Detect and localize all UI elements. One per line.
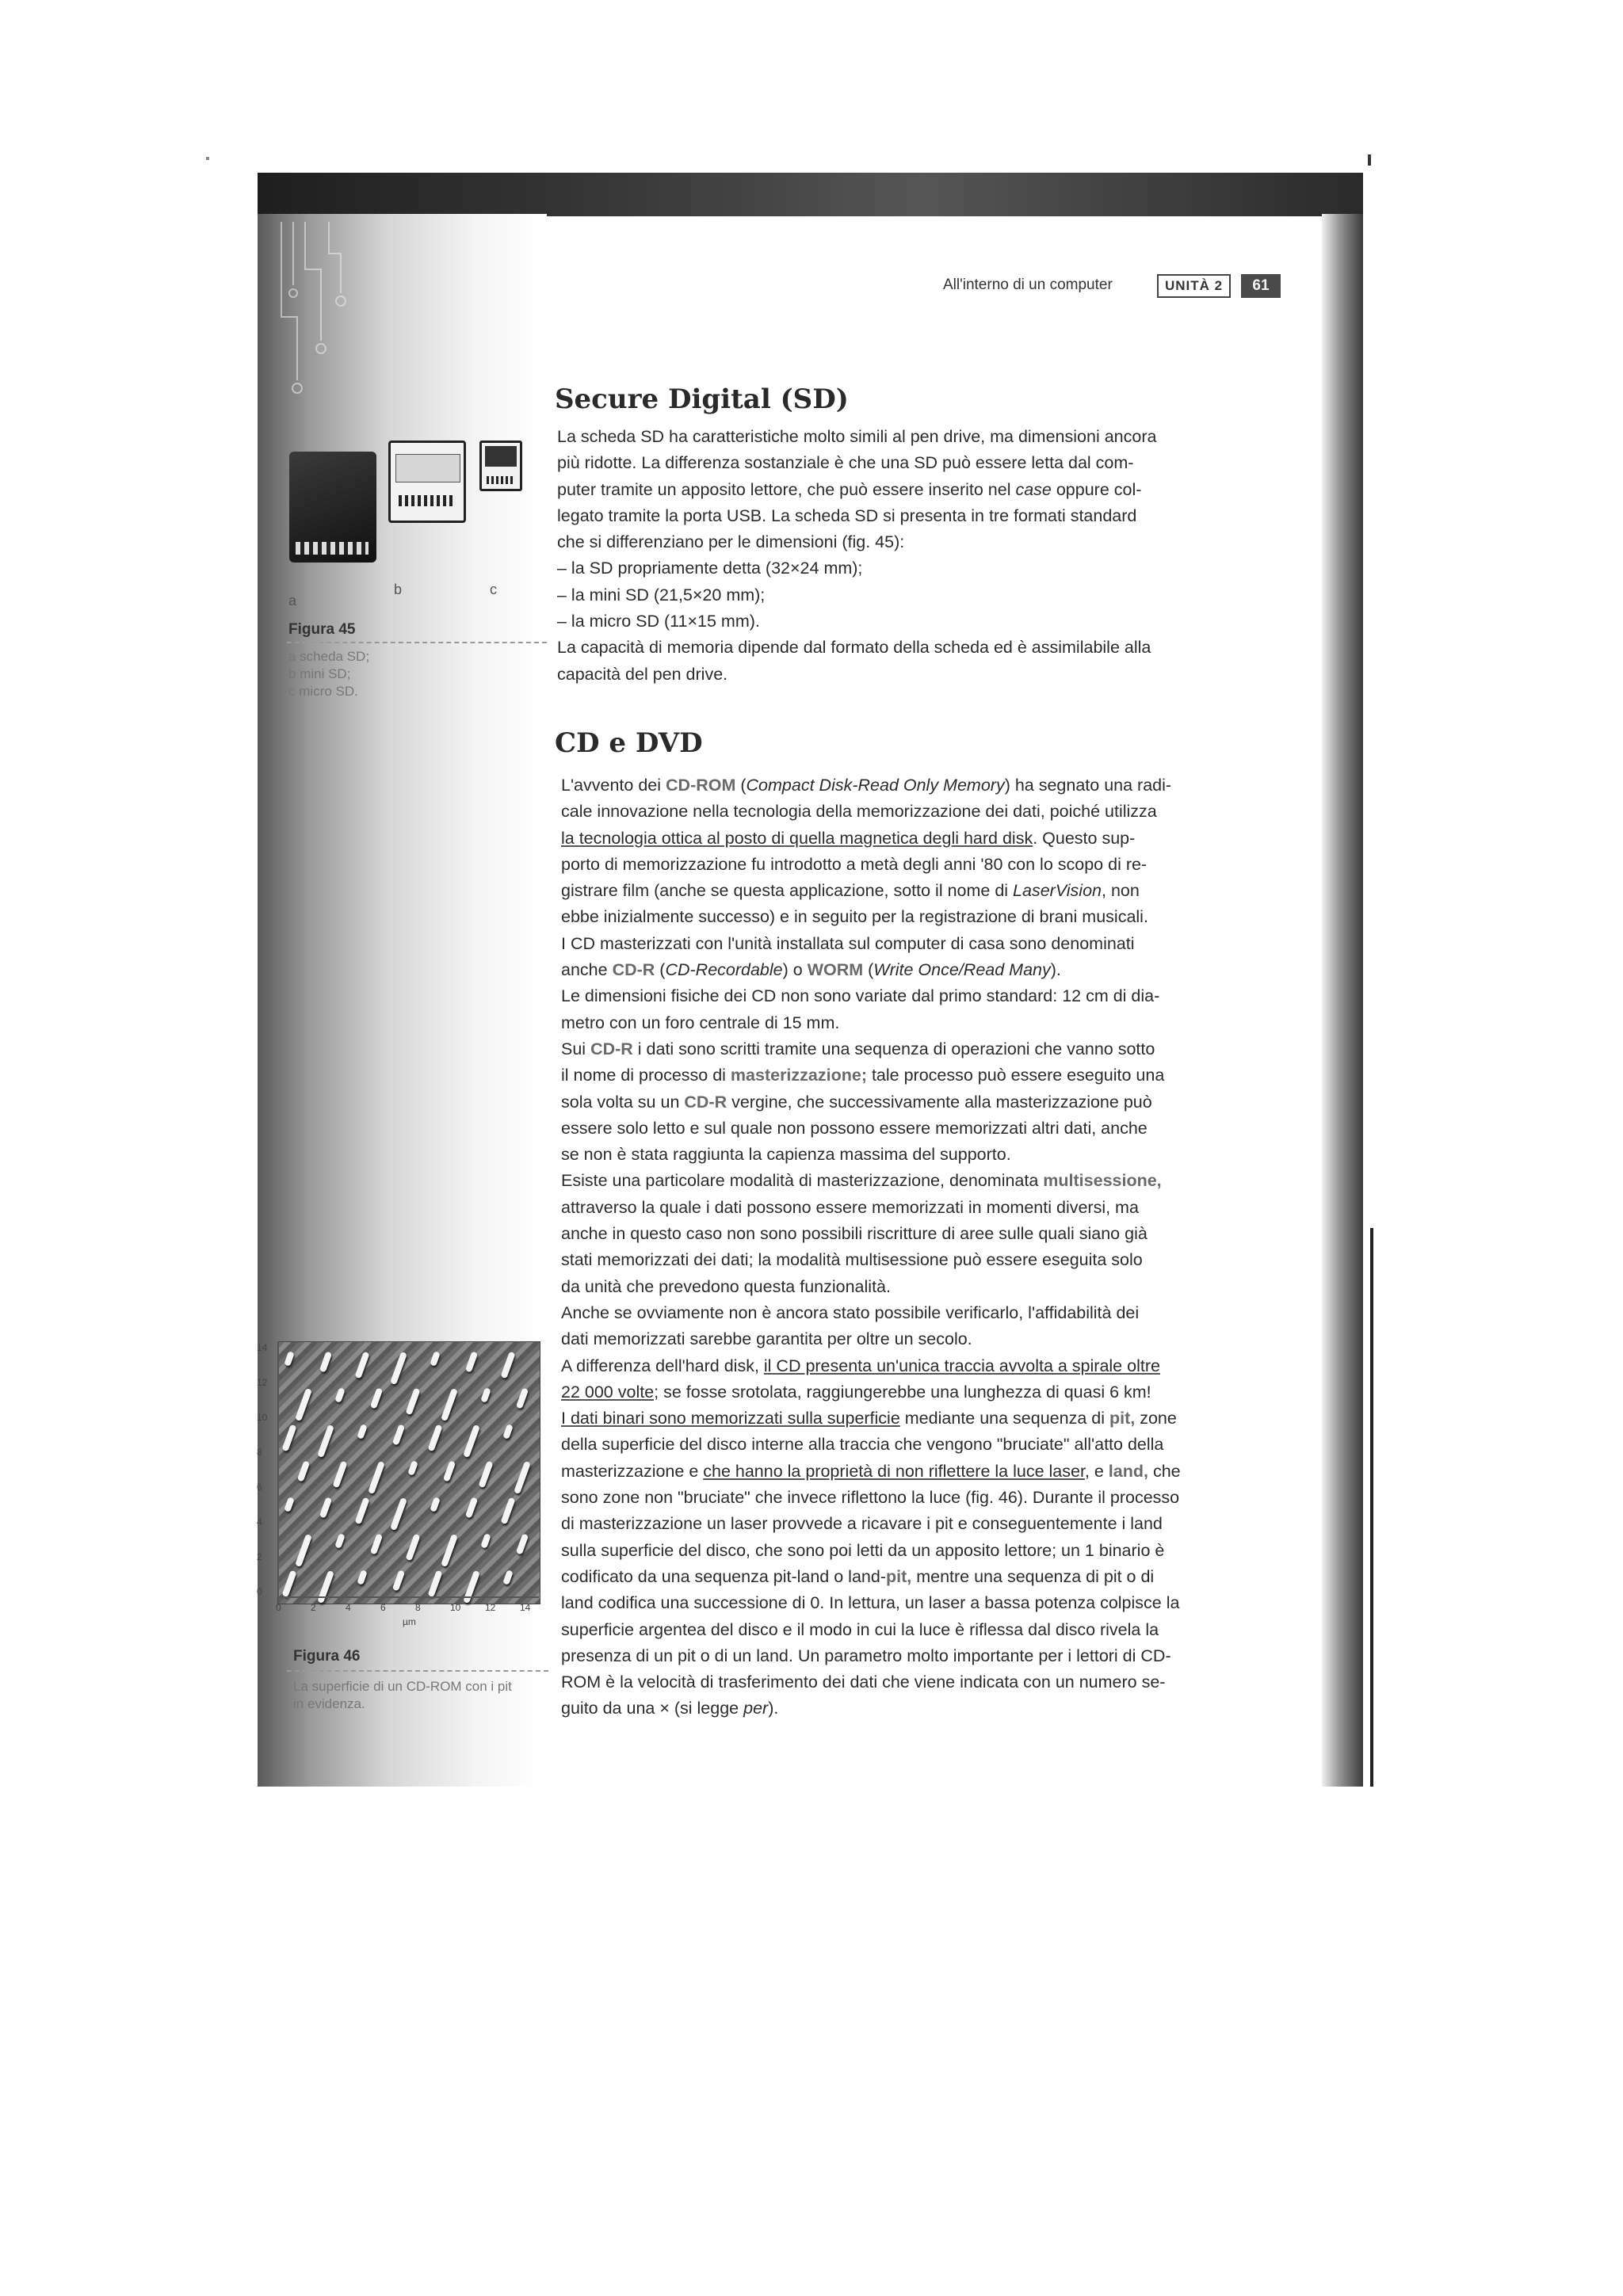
cd-text-line: sulla superficie del disco, che sono poi letti da un apposito lettore; un 1 binario è [561, 1540, 1165, 1560]
cd-text-line: Anche se ovviamente non è ancora stato possibile verificarlo, l'affidabilità dei [561, 1302, 1140, 1322]
cd-text-line: L'avvento dei CD-ROM (Compact Disk-Read Only Memory) ha segnato una radi- [561, 776, 1172, 795]
y-tick-label: 14 [257, 1342, 268, 1353]
cd-text-line: metro con un foro centrale di 15 mm. [561, 1013, 840, 1032]
sd-text-line: che si differenziano per le dimensioni (fig. 45): [557, 532, 905, 552]
sd-text-line: – la SD propriamente detta (32×24 mm); [557, 559, 863, 578]
cd-text-line: gistrare film (anche se questa applicazione, sotto il nome di LaserVision, non [561, 881, 1140, 901]
sd-text-line: La scheda SD ha caratteristiche molto simili al pen drive, ma dimensioni ancora [557, 427, 1157, 446]
cd-text-line: guito da una × (si legge per). [561, 1699, 779, 1718]
cd-text-line: attraverso la quale i dati possono essere memorizzati in momenti diversi, ma [561, 1197, 1139, 1217]
cd-text-line: essere solo letto e sul quale non possono essere memorizzati altri dati, anche [561, 1118, 1148, 1138]
cd-text-line: superficie argentea del disco e il modo in cui la luce è riflessa dal disco rivela la [561, 1619, 1159, 1639]
page-number: 61 [1241, 274, 1281, 298]
sd-body-text [557, 424, 1156, 688]
page-right-edge [1322, 214, 1363, 1787]
cd-text-line: stati memorizzati dei dati; la modalità multisessione può essere eseguita solo [561, 1250, 1143, 1270]
cd-text-line: 22 000 volte; se fosse srotolata, raggiungerebbe una lunghezza di quasi 6 km! [561, 1382, 1151, 1402]
y-tick-label: 8 [257, 1447, 262, 1458]
figure45-title: Figura 45 [288, 621, 356, 638]
cd-text-line: masterizzazione e che hanno la proprietà di non riflettere la luce laser, e land, che [561, 1461, 1181, 1481]
cd-text-line: land codifica una successione di 0. In lettura, un laser a bassa potenza colpisce la [561, 1593, 1180, 1613]
cd-body-text [561, 772, 1181, 1722]
sd-text-line: legato tramite la porta USB. La scheda SD si presenta in tre formati standard [557, 505, 1137, 525]
figure45-letter-c: c [490, 582, 497, 597]
x-tick-label: 8 [415, 1602, 421, 1613]
figure46-y-axis [277, 1341, 279, 1598]
sd-text-line: capacità del pen drive. [557, 664, 728, 684]
y-tick-label: 10 [257, 1412, 268, 1423]
cd-text-line: Le dimensioni fisiche dei CD non sono variate dal primo standard: 12 cm di dia- [561, 986, 1160, 1006]
figure45-letter-a: a [288, 593, 297, 608]
figure45-caption [288, 648, 369, 700]
figure46-title: Figura 46 [293, 1648, 361, 1665]
cd-text-line: I dati binari sono memorizzati sulla superficie mediante una sequenza di pit, zone [561, 1409, 1177, 1428]
unit-label: UNITÀ 2 [1157, 274, 1231, 298]
cd-text-line: ROM è la velocità di trasferimento dei dati che viene indicata con un numero se- [561, 1672, 1166, 1692]
y-tick-label: 0 [257, 1586, 262, 1597]
cd-text-line: ebbe inizialmente successo) e in seguito per la registrazione di brani musicali. [561, 907, 1148, 927]
cd-text-line: Esiste una particolare modalità di masterizzazione, denominata multisessione, [561, 1171, 1162, 1191]
cd-text-line: sola volta su un CD-R vergine, che successivamente alla masterizzazione può [561, 1092, 1152, 1112]
figure46-caption [293, 1678, 512, 1713]
cd-text-line: A differenza dell'hard disk, il CD presenta un'unica traccia avvolta a spirale oltre [561, 1356, 1160, 1375]
y-tick-label: 12 [257, 1377, 268, 1388]
figure46-x-axis [277, 1596, 539, 1598]
caption-divider [287, 642, 547, 643]
cd-text-line: anche CD-R (CD-Recordable) o WORM (Write Once/Read Many). [561, 960, 1061, 980]
caption-line: a scheda SD; [288, 649, 370, 664]
cd-text-line: la tecnologia ottica al posto di quella magnetica degli hard disk. Questo sup- [561, 828, 1136, 848]
sd-text-line: puter tramite un apposito lettore, che può essere inserito nel case oppure col- [557, 479, 1142, 499]
sd-card-image [289, 452, 376, 563]
x-tick-label: 2 [311, 1602, 316, 1613]
cd-text-line: I CD masterizzati con l'unità installata sul computer di casa sono denominati [561, 933, 1135, 953]
scan-mark [1368, 154, 1371, 166]
x-tick-label: 14 [520, 1602, 531, 1613]
figure45-letter-b: b [394, 582, 403, 597]
y-tick-label: 6 [257, 1482, 262, 1493]
y-tick-label: 2 [257, 1551, 262, 1562]
caption-divider [287, 1670, 548, 1672]
page-edge-line [1370, 1228, 1373, 1787]
sd-text-line: più ridotte. La differenza sostanziale è che una SD può essere letta dal com- [557, 453, 1134, 473]
cd-text-line: codificato da una sequenza pit-land o land-pit, mentre una sequenza di pit o di [561, 1566, 1155, 1586]
cd-text-line: sono zone non "bruciate" che invece riflettono la luce (fig. 46). Durante il processo [561, 1488, 1180, 1508]
cd-text-line: da unità che prevedono questa funzionalità. [561, 1276, 891, 1296]
sd-text-line: – la micro SD (11×15 mm). [557, 612, 760, 631]
x-tick-label: 6 [380, 1602, 386, 1613]
y-tick-label: 4 [257, 1516, 262, 1527]
mini-sd-card-image [388, 441, 466, 523]
cd-text-line: il nome di processo di masterizzazione; tale processo può essere eseguito una [561, 1066, 1165, 1085]
cd-text-line: se non è stata raggiunta la capienza massima del supporto. [561, 1145, 1011, 1165]
cd-text-line: Sui CD-R i dati sono scritti tramite una sequenza di operazioni che vanno sotto [561, 1039, 1155, 1058]
cd-text-line: porto di memorizzazione fu introdotto a metà degli anni '80 con lo scopo di re- [561, 854, 1148, 874]
figure46-axes [254, 1339, 555, 1640]
x-tick-label: 10 [450, 1602, 461, 1613]
running-head: All'interno di un computer [943, 277, 1113, 293]
cd-text-line: di masterizzazione un laser provvede a ricavare i pit e conseguentemente i land [561, 1514, 1163, 1534]
x-axis-unit: µm [403, 1616, 416, 1627]
cd-text-line: presenza di un pit o di un land. Un parametro molto importante per i lettori di CD- [561, 1646, 1171, 1665]
cd-text-line: anche in questo caso non sono possibili riscritture di aree sulle quali siano già [561, 1224, 1148, 1244]
caption-line: c micro SD. [288, 684, 358, 699]
caption-line: b mini SD; [288, 666, 351, 681]
micro-sd-card-image [479, 441, 522, 491]
x-tick-label: 12 [485, 1602, 496, 1613]
section-title-sd: Secure Digital (SD) [555, 383, 849, 415]
circuit-decoration [273, 222, 353, 428]
x-tick-label: 0 [276, 1602, 281, 1613]
caption-line: La superficie di un CD-ROM con i pit [293, 1679, 512, 1694]
cd-text-line: dati memorizzati sarebbe garantita per oltre un secolo. [561, 1329, 972, 1349]
cd-text-line: cale innovazione nella tecnologia della memorizzazione dei dati, poiché utilizza [561, 802, 1157, 822]
x-tick-label: 4 [346, 1602, 351, 1613]
scan-mark [206, 157, 209, 160]
page-top-band [258, 173, 1363, 216]
caption-line: in evidenza. [293, 1696, 365, 1711]
section-title-cd: CD e DVD [555, 727, 703, 759]
sd-text-line: – la mini SD (21,5×20 mm); [557, 585, 766, 605]
cd-text-line: della superficie del disco interne alla traccia che vengono "bruciate" all'atto della [561, 1435, 1164, 1455]
sd-text-line: La capacità di memoria dipende dal formato della scheda ed è assimilabile alla [557, 638, 1151, 658]
